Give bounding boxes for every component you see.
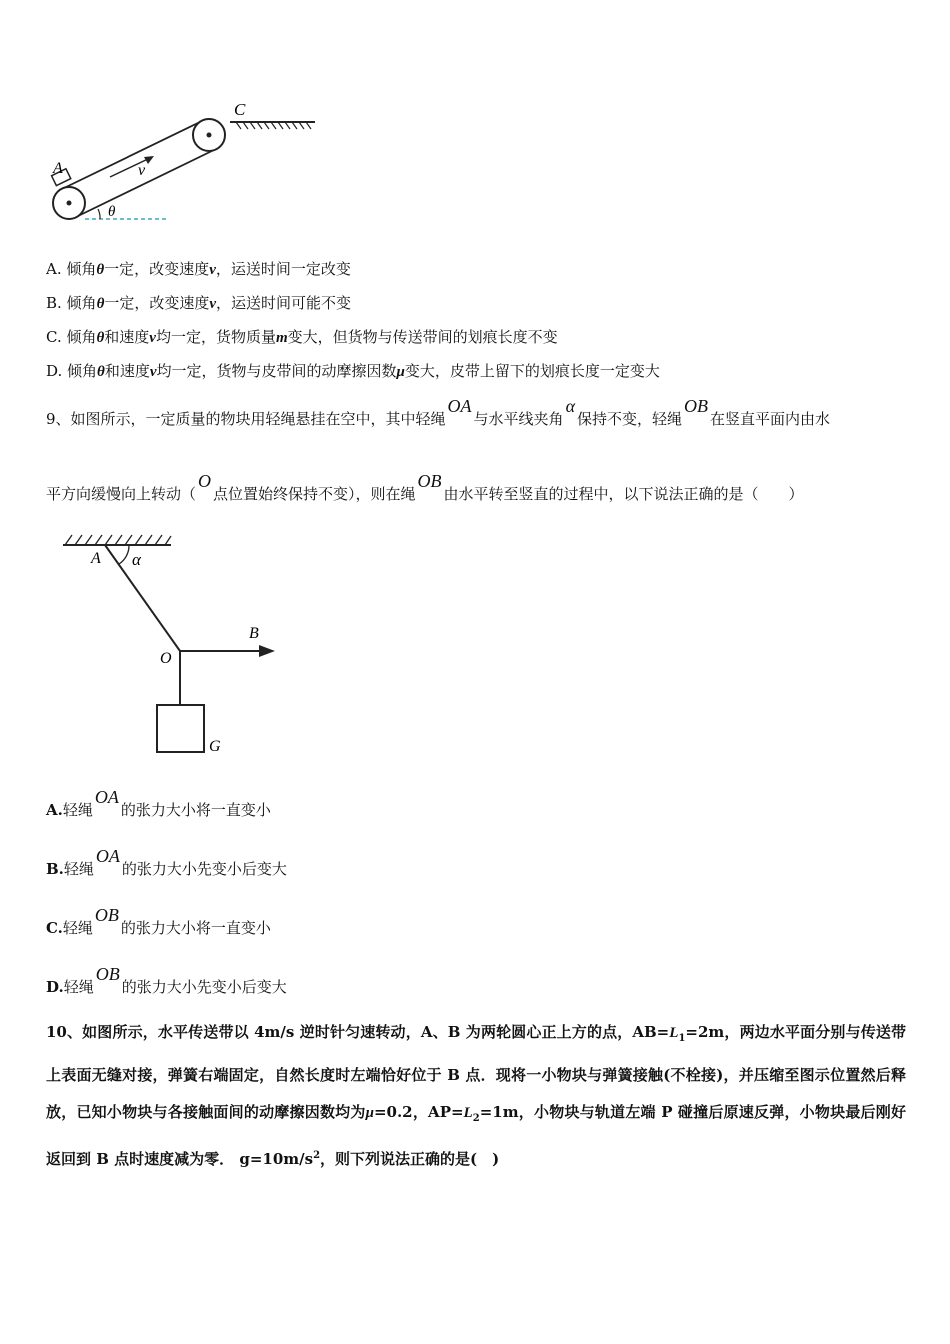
theta-symbol: θ (96, 296, 105, 312)
m-symbol: m (275, 330, 288, 346)
stem-text: ，则下列说法正确的是( ) (320, 1150, 500, 1168)
stem-text: 9、如图所示，一定质量的物块用轻绳悬挂在空中，其中轻绳 (46, 410, 446, 428)
q8-option-a (46, 259, 351, 280)
option-text: 的张力大小先变小后变大 (121, 978, 287, 996)
v-symbol: v (209, 296, 217, 312)
q8-option-d (46, 361, 660, 382)
option-text: 和速度 (104, 328, 150, 346)
option-prefix: C. 倾角 (46, 328, 97, 346)
option-prefix: A. 倾角 (46, 260, 97, 278)
alpha-symbol: α (565, 396, 576, 416)
option-prefix: B. 倾角 (46, 294, 97, 312)
rope-symbol: OA (94, 787, 119, 807)
stem-text: 在竖直平面内由水 (710, 410, 831, 428)
option-text: 均一定，货物质量 (155, 328, 276, 346)
rope-symbol: OB (95, 964, 120, 984)
option-prefix: D. 倾角 (46, 362, 98, 380)
l2-symbol: L (463, 1105, 473, 1121)
option-text: 的张力大小先变小后变大 (121, 860, 287, 878)
mu-symbol: μ (396, 364, 405, 380)
label-v: v (138, 162, 146, 179)
option-text: 变大，皮带上留下的划痕长度一定变大 (404, 362, 660, 380)
hanging-block-figure (55, 525, 295, 765)
stem-text: 10、如图所示，水平传送带以 4m/s 逆时针匀速转动，A、B 为两轮圆心正上方的点，AB= (46, 1023, 670, 1041)
option-letter: A. (46, 801, 63, 819)
stem-text: =2m，两边水平面分别与传送带上表面无缝对接，弹簧右端固定，自然长度时左端恰好位于 B 点．现将一小物块与弹簧接触(不栓接)，并压缩至图示位置然后释放，已知小物块与各接触面间的动摩擦因数均为 (46, 1023, 906, 1121)
option-text: 变大，但货物与传送带间的划痕长度不变 (287, 328, 558, 346)
q9-stem-line-2 (46, 471, 804, 504)
rope-symbol: OA (95, 846, 120, 866)
stem-text: =1m，小物块与轨道左端 P 碰撞后原速反弹，小物块最后刚好返回到 B 点时速度减为零． g=10m/s (46, 1103, 906, 1168)
v-symbol: v (209, 262, 216, 278)
label-a: A (91, 550, 101, 567)
l2-subscript: 2 (472, 1113, 480, 1124)
q10-stem (46, 1014, 906, 1178)
oa-symbol: OA (447, 396, 472, 416)
label-g: G (209, 738, 221, 755)
ob-symbol: OB (684, 396, 709, 416)
option-text: 和速度 (104, 362, 150, 380)
superscript: 2 (313, 1150, 321, 1161)
option-text: 的张力大小将一直变小 (120, 919, 271, 937)
option-text: 轻绳 (62, 801, 93, 819)
v-symbol: v (149, 364, 157, 380)
stem-text: 与水平线夹角 (473, 410, 564, 428)
option-text: 轻绳 (63, 978, 94, 996)
label-c: C (234, 100, 246, 119)
mu-symbol: μ (365, 1105, 374, 1121)
stem-text: =0.2，AP= (373, 1103, 464, 1121)
ob-symbol: OB (417, 471, 442, 491)
q9-option-b (46, 846, 287, 879)
label-a: A (53, 160, 63, 177)
conveyor-belt-figure (40, 95, 330, 230)
option-text: 轻绳 (62, 919, 93, 937)
theta-symbol: θ (96, 330, 105, 346)
theta-symbol: θ (97, 364, 105, 380)
option-text: 轻绳 (63, 860, 94, 878)
option-text: 一定，改变速度 (104, 294, 210, 312)
option-text: 一定，改变速度 (104, 260, 210, 278)
option-text: ，运送时间可能不变 (216, 294, 352, 312)
stem-text: 点位置始终保持不变），则在绳 (213, 485, 416, 503)
q9-option-c (46, 905, 271, 938)
theta-symbol: θ (96, 262, 105, 278)
stem-text: 保持不变，轻绳 (577, 410, 683, 428)
v-symbol: v (149, 330, 156, 346)
option-letter: D. (46, 978, 64, 996)
option-text: ，运送时间一定改变 (215, 260, 351, 278)
q9-option-a (46, 787, 271, 820)
stem-text: 平方向缓慢向上转动（ (46, 485, 197, 503)
label-b: B (249, 625, 259, 642)
q9-stem-line-1 (46, 396, 831, 429)
l1-subscript: 1 (678, 1033, 686, 1044)
l1-symbol: L (669, 1025, 679, 1041)
option-text: 的张力大小将一直变小 (120, 801, 271, 819)
option-text: 均一定，货物与皮带间的动摩擦因数 (156, 362, 397, 380)
q8-option-b (46, 293, 351, 314)
rope-symbol: OB (94, 905, 119, 925)
stem-text: 由水平转至竖直的过程中，以下说法正确的是（ ） (443, 485, 804, 503)
label-theta: θ (108, 204, 116, 220)
o-symbol: O (198, 471, 212, 491)
option-letter: C. (46, 919, 63, 937)
option-letter: B. (46, 860, 64, 878)
q9-option-d (46, 964, 287, 997)
q8-option-c (46, 327, 558, 348)
label-o: O (160, 650, 172, 667)
label-alpha: α (132, 550, 141, 569)
